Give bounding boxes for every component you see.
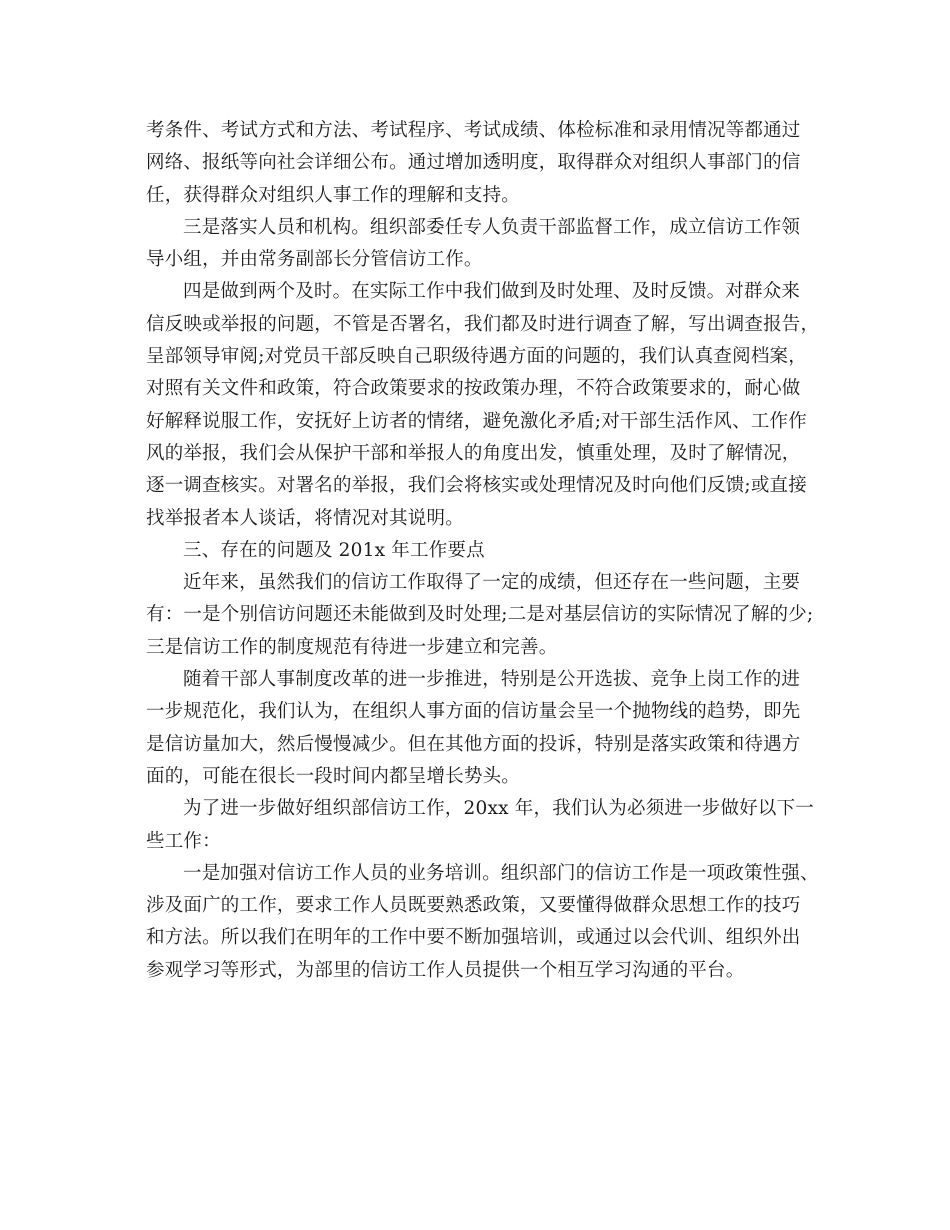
text-line: 涉及面广的工作，要求工作人员既要熟悉政策，又要懂得做群众思想工作的技巧 <box>146 895 801 917</box>
text-line: 一步规范化，我们认为，在组织人事方面的信访量会呈一个抛物线的趋势，即先 <box>146 701 801 723</box>
text-line: 风的举报，我们会从保护干部和举报人的角度出发，慎重处理，及时了解情况， <box>146 442 801 464</box>
paragraph-start-line: 一是加强对信访工作人员的业务培训。组织部门的信访工作是一项政策性强、 <box>183 862 819 884</box>
text-line: 逐一调查核实。对署名的举报，我们会将核实或处理情况及时向他们反馈;或直接 <box>146 475 807 497</box>
text-line: 面的，可能在很长一段时间内都呈增长势头。 <box>146 765 521 787</box>
text-line: 好解释说服工作，安抚好上访者的情绪，避免激化矛盾;对干部生活作风、工作作 <box>146 410 807 432</box>
text-line: 有：一是个别信访问题还未能做到及时处理;二是对基层信访的实际情况了解的少; <box>146 604 814 626</box>
text-line: 找举报者本人谈话，将情况对其说明。 <box>146 507 464 529</box>
text-line: 考条件、考试方式和方法、考试程序、考试成绩、体检标准和录用情况等都通过 <box>146 120 801 141</box>
paragraph-start-line: 随着干部人事制度改革的进一步推进，特别是公开选拔、竞争上岗工作的进 <box>183 669 801 691</box>
paragraph-start-line: 四是做到两个及时。在实际工作中我们做到及时处理、及时反馈。对群众来 <box>183 281 801 303</box>
document-body <box>146 115 826 987</box>
text-line: 信反映或举报的问题，不管是否署名，我们都及时进行调查了解，写出调查报告， <box>146 313 820 335</box>
text-line: 和方法。所以我们在明年的工作中要不断加强培训，或通过以会代训、组织外出 <box>146 927 801 949</box>
text-line: 三是信访工作的制度规范有待进一步建立和完善。 <box>146 636 558 658</box>
text-line: 对照有关文件和政策，符合政策要求的按政策办理，不符合政策要求的，耐心做 <box>146 378 801 400</box>
text-line: 网络、报纸等向社会详细公布。通过增加透明度，取得群众对组织人事部门的信 <box>146 152 801 174</box>
text-line: 导小组，并由常务副部长分管信访工作。 <box>146 249 483 271</box>
paragraph-start-line: 为了进一步做好组织部信访工作，20xx 年，我们认为必须进一步做好以下一 <box>183 798 814 820</box>
text-line: 是信访量加大，然后慢慢减少。但在其他方面的投诉，特别是落实政策和待遇方 <box>146 733 801 755</box>
text-line: 呈部领导审阅;对党员干部反映自己职级待遇方面的问题的，我们认真查阅档案， <box>146 346 807 368</box>
text-line: 任，获得群众对组织人事工作的理解和支持。 <box>146 184 521 206</box>
text-line: 些工作： <box>146 830 221 852</box>
section-heading: 三、存在的问题及 201x 年工作要点 <box>183 539 485 561</box>
text-line: 参观学习等形式，为部里的信访工作人员提供一个相互学习沟通的平台。 <box>146 959 745 981</box>
paragraph-start-line: 三是落实人员和机构。组织部委任专人负责干部监督工作，成立信访工作领 <box>183 216 801 238</box>
paragraph-start-line: 近年来，虽然我们的信访工作取得了一定的成绩，但还存在一些问题，主要 <box>183 572 801 594</box>
